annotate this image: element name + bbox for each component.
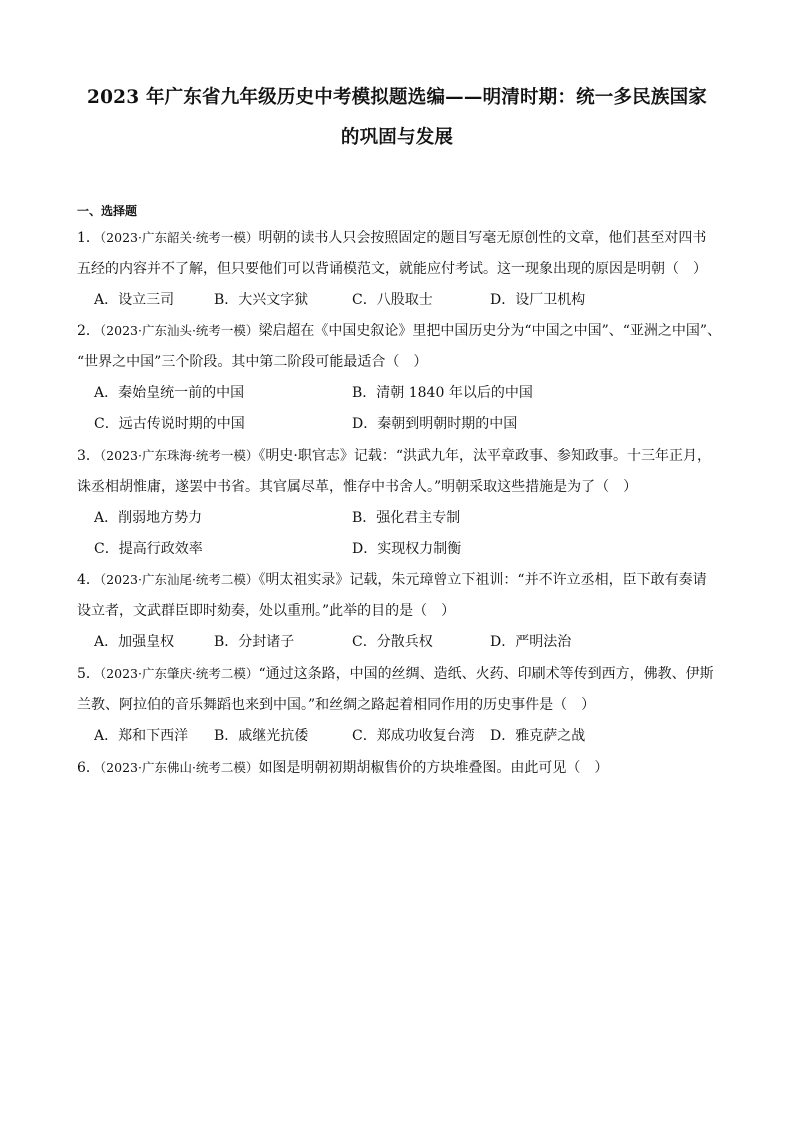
options-row [77, 721, 722, 752]
question-stem-line-2: 兰教、阿拉伯的音乐舞蹈也来到中国。”和丝绸之路起着相同作用的历史事件是（ ） [77, 697, 596, 713]
question-stem-line-1 [77, 315, 722, 347]
question-stem-line-1 [77, 658, 722, 690]
option-a[interactable]: A．加强皇权 [94, 634, 175, 650]
option-b[interactable]: B．戚继光抗倭 [214, 728, 309, 744]
options-row [77, 285, 722, 316]
question-number: 5． [77, 666, 100, 682]
options-row [77, 503, 722, 534]
option-a[interactable]: A．秦始皇统一前的中国 [94, 385, 245, 401]
question-number: 1． [77, 230, 100, 246]
option-b[interactable]: B．强化君主专制 [352, 510, 461, 526]
option-c[interactable]: C．远古传说时期的中国 [94, 416, 245, 432]
option-c[interactable]: C．提高行政效率 [94, 541, 203, 557]
question-stem-line-1 [77, 752, 722, 784]
question-5 [77, 658, 722, 752]
question-source: （2023·广东珠海·统考一模） [99, 448, 259, 463]
options-row [77, 378, 722, 409]
question-source: （2023·广东肇庆·统考二模） [99, 666, 259, 681]
question-2 [77, 315, 722, 440]
question-stem-line-1 [77, 222, 722, 254]
question-stem-line-1 [77, 440, 722, 472]
title-line-2: 的巩固与发展 [340, 127, 454, 148]
question-3 [77, 440, 722, 565]
question-number: 4． [77, 572, 100, 588]
options-row [77, 534, 722, 565]
option-d[interactable]: D．雅克萨之战 [490, 728, 586, 744]
question-number: 3． [77, 448, 100, 464]
option-c[interactable]: C．分散兵权 [352, 634, 433, 650]
question-source: （2023·广东佛山·统考二模） [99, 760, 259, 775]
question-text: 《明太祖实录》记载，朱元璋曾立下祖训：“并不许立丞相，臣下敢有奏请 [258, 572, 707, 588]
section-heading: 一、选择题 [77, 204, 138, 218]
options-row [77, 409, 722, 440]
question-stem-line-2: “世界之中国”三个阶段。其中第二阶段可能最适合（ ） [77, 354, 428, 370]
question-stem-line-2: 诛丞相胡惟庸，遂罢中书省。其官属尽革，惟存中书舍人。”明朝采取这些措施是为了（ ） [77, 479, 638, 495]
question-source: （2023·广东韶关·统考一模） [99, 230, 259, 245]
option-a[interactable]: A．郑和下西洋 [94, 728, 189, 744]
option-a[interactable]: A．设立三司 [94, 292, 175, 308]
option-b[interactable]: B．清朝 1840 年以后的中国 [352, 385, 533, 401]
question-text: 《明史·职官志》记载：“洪武九年，汰平章政事、参知政事。十三年正月， [258, 448, 712, 464]
option-d[interactable]: D．实现权力制衡 [352, 541, 462, 557]
question-stem-line-1 [77, 564, 722, 596]
options-row [77, 627, 722, 658]
title-line-1: 2023 年广东省九年级历史中考模拟题选编——明清时期：统一多民族国家 [87, 87, 707, 108]
option-b[interactable]: B．分封诸子 [214, 634, 295, 650]
question-stem-line-2: 五经的内容并不了解，但只要他们可以背诵模范文，就能应付考试。这一现象出现的原因是明朝（ ） [77, 261, 707, 277]
question-4 [77, 564, 722, 658]
option-b[interactable]: B．大兴文字狱 [214, 292, 309, 308]
option-d[interactable]: D．严明法治 [490, 634, 572, 650]
question-text: 梁启超在《中国史叙论》里把中国历史分为“中国之中国”、“亚洲之中国”、 [258, 323, 722, 339]
option-d[interactable]: D．设厂卫机构 [490, 292, 586, 308]
question-text: 如图是明朝初期胡椒售价的方块堆叠图。由此可见（ ） [258, 760, 609, 776]
question-number: 6． [77, 760, 100, 776]
question-text: “通过这条路，中国的丝绸、造纸、火药、印刷术等传到西方，佛教、伊斯 [258, 666, 714, 682]
option-d[interactable]: D．秦朝到明朝时期的中国 [352, 416, 518, 432]
question-source: （2023·广东汕头·统考一模） [99, 323, 259, 338]
question-6 [77, 752, 722, 784]
question-source: （2023·广东汕尾·统考二模） [99, 572, 259, 587]
option-a[interactable]: A．削弱地方势力 [94, 510, 203, 526]
question-1 [77, 222, 722, 316]
option-c[interactable]: C．郑成功收复台湾 [352, 728, 475, 744]
question-number: 2． [77, 323, 100, 339]
option-c[interactable]: C．八股取士 [352, 292, 433, 308]
question-stem-line-2: 设立者，文武群臣即时劾奏，处以重刑。”此举的目的是（ ） [77, 603, 456, 619]
question-text: 明朝的读书人只会按照固定的题目写毫无原创性的文章，他们甚至对四书 [258, 230, 707, 246]
